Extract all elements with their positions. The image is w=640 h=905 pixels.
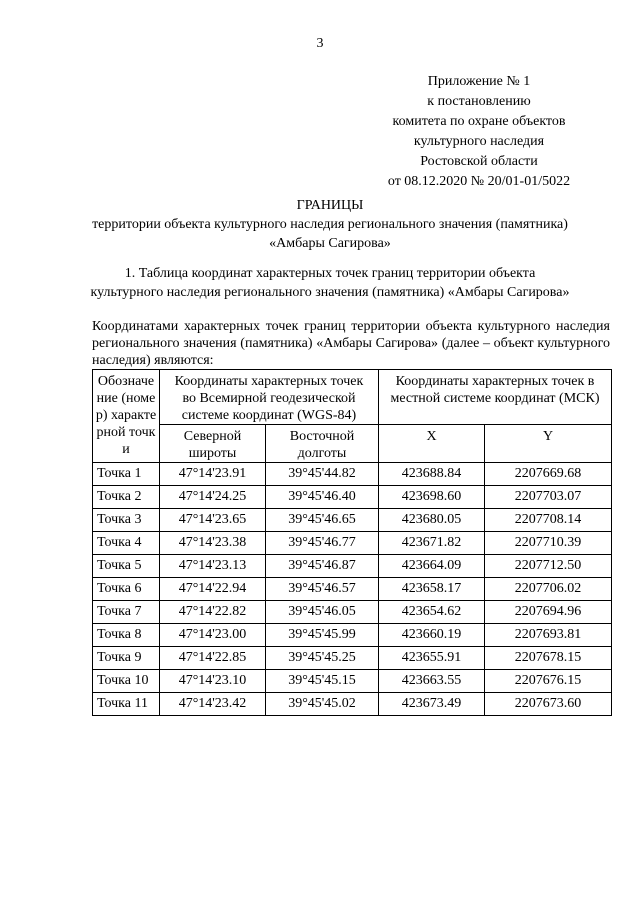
table-body [93,463,612,716]
cell-y: 2207706.02 [485,578,612,601]
table-row [93,670,612,693]
cell-longitude: 39°45'46.77 [266,532,379,555]
cell-y: 2207712.50 [485,555,612,578]
cell-latitude: 47°14'22.85 [160,647,266,670]
cell-y: 2207703.07 [485,486,612,509]
cell-x: 423655.91 [379,647,485,670]
cell-longitude: 39°45'46.40 [266,486,379,509]
header-y: Y [485,425,612,463]
table-header-row [93,370,612,425]
cell-y: 2207678.15 [485,647,612,670]
table-row [93,601,612,624]
cell-longitude: 39°45'45.99 [266,624,379,647]
table-row [93,693,612,716]
cell-x: 423660.19 [379,624,485,647]
cell-y: 2207708.14 [485,509,612,532]
cell-point: Точка 10 [93,670,160,693]
intro-paragraph [92,318,610,369]
cell-latitude: 47°14'23.13 [160,555,266,578]
cell-longitude: 39°45'44.82 [266,463,379,486]
cell-longitude: 39°45'46.57 [266,578,379,601]
cell-longitude: 39°45'45.15 [266,670,379,693]
cell-longitude: 39°45'45.02 [266,693,379,716]
appendix-block [364,72,594,192]
cell-x: 423664.09 [379,555,485,578]
cell-x: 423663.55 [379,670,485,693]
appendix-line: Ростовской области [420,154,538,169]
cell-x: 423688.84 [379,463,485,486]
cell-latitude: 47°14'23.91 [160,463,266,486]
cell-point: Точка 6 [93,578,160,601]
table-row [93,624,612,647]
cell-longitude: 39°45'46.05 [266,601,379,624]
title-line: «Амбары Сагирова» [269,236,391,251]
cell-point: Точка 2 [93,486,160,509]
title-main: ГРАНИЦЫ [296,198,364,213]
cell-x: 423654.62 [379,601,485,624]
header-msk: Координаты характерных точек в местной системе координат (МСК) [379,370,612,425]
cell-x: 423680.05 [379,509,485,532]
cell-x: 423671.82 [379,532,485,555]
table-row [93,486,612,509]
cell-latitude: 47°14'23.10 [160,670,266,693]
cell-longitude: 39°45'46.65 [266,509,379,532]
cell-y: 2207676.15 [485,670,612,693]
page-number: 3 [316,36,324,51]
cell-longitude: 39°45'46.87 [266,555,379,578]
cell-point: Точка 5 [93,555,160,578]
cell-point: Точка 1 [93,463,160,486]
table-row [93,578,612,601]
cell-x: 423698.60 [379,486,485,509]
table-subheader-row [93,425,612,463]
cell-x: 423673.49 [379,693,485,716]
cell-y: 2207710.39 [485,532,612,555]
cell-point: Точка 9 [93,647,160,670]
cell-latitude: 47°14'23.38 [160,532,266,555]
appendix-line: Приложение № 1 [427,74,531,89]
cell-latitude: 47°14'22.94 [160,578,266,601]
header-longitude: Восточной долготы [266,425,379,463]
cell-point: Точка 11 [93,693,160,716]
header-wgs: Координаты характерных точек во Всемирной геодезической системе координат (WGS-84) [160,370,379,425]
cell-latitude: 47°14'23.42 [160,693,266,716]
table-row [93,647,612,670]
cell-x: 423658.17 [379,578,485,601]
document-title [60,196,600,253]
appendix-line: комитета по охране объектов [392,114,566,129]
cell-y: 2207669.68 [485,463,612,486]
title-line: территории объекта культурного наследия регионального значения (памятника) [92,217,568,232]
table-row [93,509,612,532]
table-row [93,532,612,555]
section-line: культурного наследия регионального значения (памятника) «Амбары Сагирова» [90,285,570,300]
header-latitude: Северной широты [160,425,266,463]
table-row [93,555,612,578]
cell-point: Точка 3 [93,509,160,532]
cell-y: 2207694.96 [485,601,612,624]
cell-latitude: 47°14'23.65 [160,509,266,532]
cell-y: 2207693.81 [485,624,612,647]
intro-text: Координатами характерных точек границ территории объекта культурного наследия регионального значения (памятника) «Амбары Сагирова» (далее – объект культурного наследия) являются: [92,319,610,368]
section-line: 1. Таблица координат характерных точек границ территории объекта [124,266,536,281]
section-heading [70,264,590,302]
cell-point: Точка 8 [93,624,160,647]
cell-point: Точка 7 [93,601,160,624]
cell-point: Точка 4 [93,532,160,555]
header-point: Обозначение (номер) характерной точки [93,370,160,463]
cell-latitude: 47°14'23.00 [160,624,266,647]
appendix-line: от 08.12.2020 № 20/01-01/5022 [387,174,571,189]
cell-latitude: 47°14'24.25 [160,486,266,509]
table-row [93,463,612,486]
cell-latitude: 47°14'22.82 [160,601,266,624]
cell-y: 2207673.60 [485,693,612,716]
appendix-line: к постановлению [427,94,531,109]
header-x: X [379,425,485,463]
cell-longitude: 39°45'45.25 [266,647,379,670]
appendix-line: культурного наследия [413,134,545,149]
coordinates-table [92,369,612,716]
